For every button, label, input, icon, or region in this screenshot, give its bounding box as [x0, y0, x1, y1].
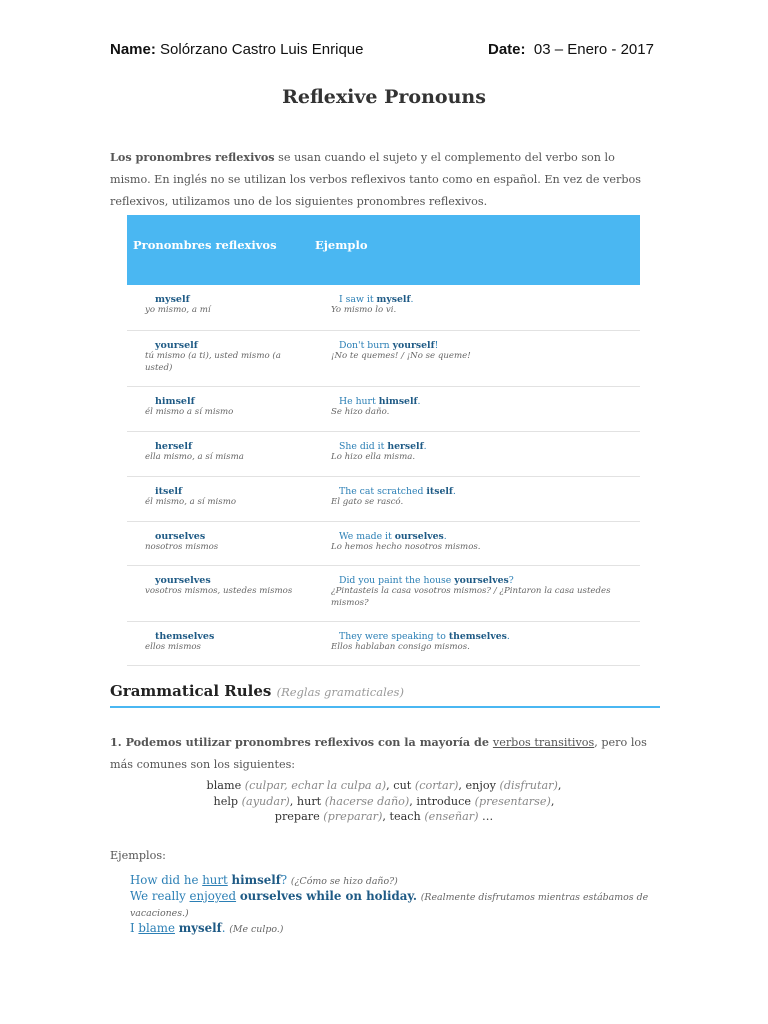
example-pronoun: yourself: [392, 340, 435, 351]
example-post: ?: [508, 575, 514, 586]
grammar-title: Grammatical Rules: [110, 682, 272, 700]
verb-es: (culpar, echar la culpa a): [244, 779, 387, 792]
example-post: .: [417, 396, 421, 407]
example-pronoun: yourselves: [454, 575, 509, 586]
pronoun: himself: [155, 396, 195, 407]
pronoun: herself: [155, 441, 193, 452]
example-translation: El gato se rascó.: [331, 497, 404, 507]
example-sentence: [339, 575, 631, 586]
example-verb-link[interactable]: blame: [138, 921, 175, 935]
example-pre: We really: [130, 889, 190, 903]
grammar-subtitle: (Reglas gramaticales): [276, 685, 404, 699]
table-row: [127, 566, 640, 622]
grammar-heading: [110, 682, 660, 708]
example-pre: Don't burn: [339, 340, 393, 351]
example-pronoun: myself: [178, 921, 222, 935]
example-sentence: [339, 531, 631, 542]
example-pronoun: herself: [387, 441, 424, 452]
example-pronoun: themselves: [448, 631, 507, 642]
example-tail: while on holiday.: [302, 889, 417, 903]
example-translation: Lo hizo ella misma.: [331, 452, 416, 462]
verb-en: blame: [206, 779, 242, 792]
verb-en: prepare: [274, 810, 320, 823]
intro-bold: Los pronombres reflexivos: [110, 150, 275, 164]
table-row: [127, 285, 640, 331]
rule1-bold: 1. Podemos utilizar pronombres reflexivos con la mayoría de: [110, 735, 493, 749]
examples-list: [130, 873, 650, 937]
example-pre: She did it: [339, 441, 388, 452]
verb-en: cut: [393, 779, 412, 792]
example-line: [130, 921, 650, 937]
table-body: [127, 285, 640, 666]
pronoun-cell: [145, 531, 305, 554]
pronoun-cell: [145, 396, 305, 419]
example-pre: I: [130, 921, 139, 935]
example-post: !: [434, 340, 439, 351]
example-post: .: [410, 294, 414, 305]
table-row: [127, 432, 640, 477]
example-cell: [331, 486, 631, 509]
verb-line-1: blame (culpar, echar la culpa a), cut (cortar), enjoy (disfrutar),: [206, 779, 562, 792]
verb-en: hurt: [296, 794, 322, 808]
table-row: [127, 522, 640, 566]
pronoun-translation: él mismo a sí mismo: [145, 407, 234, 417]
verb-line-3: prepare (preparar), teach (enseñar) …: [274, 810, 494, 823]
example-cell: [331, 631, 631, 654]
table-row: [127, 622, 640, 666]
pronoun: myself: [155, 294, 190, 305]
example-sentence: [339, 340, 631, 351]
pronoun-cell: [145, 340, 305, 374]
pronoun-cell: [145, 486, 305, 509]
verb-en: enjoy: [465, 779, 496, 792]
verb-en: help: [213, 794, 239, 808]
example-translation: (¿Cómo se hizo daño?): [290, 876, 398, 887]
pronoun-cell: [145, 441, 305, 464]
pronoun: themselves: [155, 631, 215, 642]
verb-es: (hacerse daño): [324, 794, 410, 808]
table-row: [127, 477, 640, 522]
pronoun: ourselves: [155, 531, 206, 542]
verb-es: (ayudar): [241, 794, 290, 808]
example-pre: He hurt: [339, 396, 379, 407]
verb-line-2: help (ayudar), hurt (hacerse daño), introduce (presentarse),: [213, 794, 555, 808]
example-post: .: [506, 631, 510, 642]
example-pronoun: myself: [376, 294, 411, 305]
example-translation: Ellos hablaban consigo mismos.: [331, 642, 470, 652]
example-translation: Lo hemos hecho nosotros mismos.: [331, 542, 481, 552]
verb-en: teach: [389, 810, 421, 823]
date-field: Date: 03 – Enero - 2017: [488, 41, 654, 58]
example-pre: How did he: [130, 873, 203, 887]
example-sentence: [339, 631, 631, 642]
pronoun-cell: [145, 575, 305, 598]
verbos-transitivos-link[interactable]: verbos transitivos: [492, 736, 595, 749]
verb-es: (preparar): [323, 810, 383, 823]
example-cell: [331, 441, 631, 464]
example-translation: (Me culpo.): [229, 924, 284, 935]
table-row: [127, 331, 640, 387]
example-pronoun: himself: [231, 873, 281, 887]
pronoun: itself: [155, 486, 183, 497]
pronoun-translation: él mismo, a sí mismo: [145, 497, 237, 507]
table-row: [127, 387, 640, 432]
example-cell: [331, 294, 631, 317]
rule1-rest: , pero los más comunes son los siguientes:: [110, 736, 647, 771]
example-pronoun: himself: [378, 396, 418, 407]
intro-text: se usan cuando el sujeto y el complemento del verbo son lo mismo. En inglés no se utilizan los verbos reflexivos tanto como en español. En vez de verbos reflexivos, utilizamos uno de los siguientes pronombres reflexivos.: [110, 151, 641, 208]
pronoun-translation: nosotros mismos: [145, 542, 219, 552]
name-field: Name: Solórzano Castro Luis Enrique: [110, 41, 364, 58]
example-pre: They were speaking to: [339, 631, 449, 642]
example-verb-link[interactable]: hurt: [202, 873, 228, 887]
verb-en: introduce: [416, 794, 472, 808]
example-sentence: [339, 441, 631, 452]
example-pre: Did you paint the house: [339, 575, 455, 586]
example-pre: We made it: [339, 531, 395, 542]
example-sentence: [339, 294, 631, 305]
example-cell: [331, 575, 631, 609]
verb-es: (cortar): [414, 779, 459, 792]
example-translation: ¿Pintasteis la casa vosotros mismos? / ¿Pintaron la casa ustedes mismos?: [331, 586, 611, 608]
pronoun-translation: vosotros mismos, ustedes mismos: [145, 586, 293, 596]
pronoun-cell: [145, 631, 305, 654]
pronoun-translation: ella mismo, a sí misma: [145, 452, 244, 462]
example-sentence: [339, 486, 631, 497]
example-translation: Yo mismo lo vi.: [331, 305, 397, 315]
example-cell: [331, 340, 631, 363]
header-ejemplo: Ejemplo: [315, 238, 368, 252]
verb-es: (enseñar): [424, 810, 479, 823]
page-title: Reflexive Pronouns: [282, 86, 486, 108]
rule-1: [110, 731, 660, 776]
example-translation: Se hizo daño.: [331, 407, 390, 417]
pronoun-table: [127, 215, 640, 666]
verb-list: [0, 778, 768, 825]
example-post: .: [443, 531, 447, 542]
name-value: Solórzano Castro Luis Enrique: [160, 41, 364, 58]
example-pre: I saw it: [339, 294, 377, 305]
example-line: [130, 889, 650, 921]
intro-paragraph: [110, 146, 658, 213]
example-translation: (Realmente disfrutamos mientras estábamos de vacaciones.): [130, 892, 649, 919]
example-cell: [331, 531, 631, 554]
example-pronoun: itself: [426, 486, 453, 497]
example-verb-link[interactable]: enjoyed: [189, 889, 237, 903]
example-cell: [331, 396, 631, 419]
example-sentence: [339, 396, 631, 407]
pronoun-translation: yo mismo, a mí: [145, 305, 211, 315]
example-line: [130, 873, 650, 889]
pronoun: yourselves: [155, 575, 211, 586]
pronoun: yourself: [155, 340, 198, 351]
example-pronoun: ourselves: [239, 889, 303, 903]
verb-es: (presentarse): [474, 794, 551, 808]
example-post: .: [423, 441, 427, 452]
date-value: 03 – Enero - 2017: [533, 41, 654, 58]
ejemplos-label: Ejemplos:: [110, 849, 166, 862]
pronoun-translation: ellos mismos: [145, 642, 201, 652]
example-translation: ¡No te quemes! / ¡No se queme!: [331, 351, 471, 361]
example-pronoun: ourselves: [394, 531, 444, 542]
pronoun-cell: [145, 294, 305, 317]
header-pronombres: Pronombres reflexivos: [133, 238, 277, 252]
pronoun-translation: tú mismo (a ti), usted mismo (a usted): [145, 351, 281, 373]
table-header: [127, 215, 640, 285]
verb-es: (disfrutar): [499, 779, 558, 792]
example-post: .: [221, 921, 226, 935]
example-post: ?: [280, 873, 288, 887]
example-pre: The cat scratched: [339, 486, 427, 497]
example-post: .: [452, 486, 456, 497]
